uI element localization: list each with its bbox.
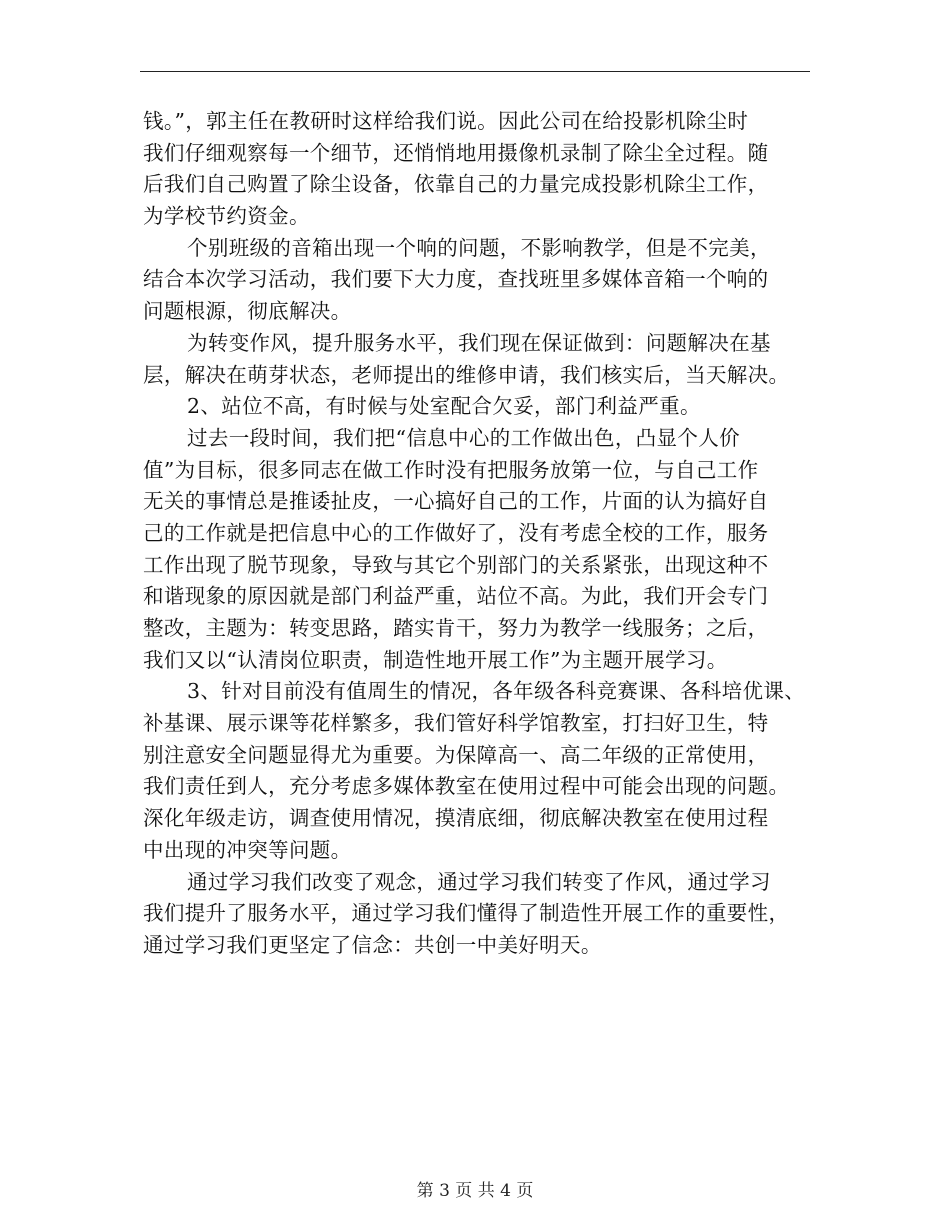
text-line: 和谐现象的原因就是部门利益严重，站位不高。为此，我们开会专门 (143, 584, 769, 609)
text-line: 工作出现了脱节现象，导致与其它个别部门的关系紧张，出现这种不 (143, 552, 769, 577)
text-line: 通过学习我们更坚定了信念：共创一中美好明天。 (143, 932, 602, 957)
paragraph-first-line: 为转变作风，提升服务水平，我们现在保证做到：问题解决在基 (187, 330, 771, 355)
text-line: 为学校节约资金。 (143, 204, 310, 229)
text-line: 值”为目标，很多同志在做工作时没有把服务放第一位，与自己工作 (143, 457, 759, 482)
text-line: 中出现的冲突等问题。 (143, 837, 352, 862)
page-number-footer: 第 3 页 共 4 页 (416, 1181, 534, 1201)
text-line: 深化年级走访，调查使用情况，摸清底细，彻底解决教室在使用过程 (143, 806, 769, 831)
text-line: 整改，主题为：转变思路，踏实肯干，努力为教学一线服务；之后， (143, 616, 769, 640)
paragraph-first-line: 过去一段时间，我们把“信息中心的工作做出色，凸显个人价 (187, 425, 740, 450)
text-line: 无关的事情总是推诿扯皮，一心搞好自己的工作，片面的认为搞好自 (143, 489, 769, 514)
text-line: 补基课、展示课等花样繁多，我们管好科学馆教室，打扫好卫生，特 (143, 711, 769, 736)
text-line: 结合本次学习活动，我们要下大力度，查找班里多媒体音箱一个响的 (143, 267, 769, 292)
text-line: 我们责任到人，充分考虑多媒体教室在使用过程中可能会出现的问题。 (143, 774, 790, 799)
body-text (143, 106, 823, 962)
section-heading: 2、站位不高，有时候与处室配合欠妥，部门利益严重。 (187, 394, 701, 419)
paragraph-first-line: 个别班级的音箱出现一个响的问题，不影响教学，但是不完美， (187, 235, 771, 260)
text-line: 后我们自己购置了除尘设备，依靠自己的力量完成投影机除尘工作， (143, 172, 769, 197)
text-line: 我们仔细观察每一个细节，还悄悄地用摄像机录制了除尘全过程。随 (143, 140, 769, 165)
text-line: 别注意安全问题显得尤为重要。为保障高一、高二年级的正常使用， (143, 742, 769, 767)
header-rule (140, 71, 810, 72)
text-line: 钱。”，郭主任在教研时这样给我们说。因此公司在给投影机除尘时 (143, 109, 749, 133)
text-line: 我们提升了服务水平，通过学习我们懂得了制造性开展工作的重要性， (143, 901, 790, 926)
paragraph-first-line: 通过学习我们改变了观念，通过学习我们转变了作风，通过学习 (187, 869, 771, 894)
text-line: 层，解决在萌芽状态，老师提出的维修申请，我们核实后，当天解决。 (143, 362, 790, 387)
text-line: 己的工作就是把信息中心的工作做好了，没有考虑全校的工作，服务 (143, 520, 769, 545)
text-line: 问题根源，彻底解决。 (143, 299, 352, 324)
text-line: 我们又以“认清岗位职责，制造性地开展工作”为主题开展学习。 (143, 647, 728, 672)
section-heading: 3、针对目前没有值周生的情况，各年级各科竞赛课、各科培优课、 (187, 679, 806, 704)
